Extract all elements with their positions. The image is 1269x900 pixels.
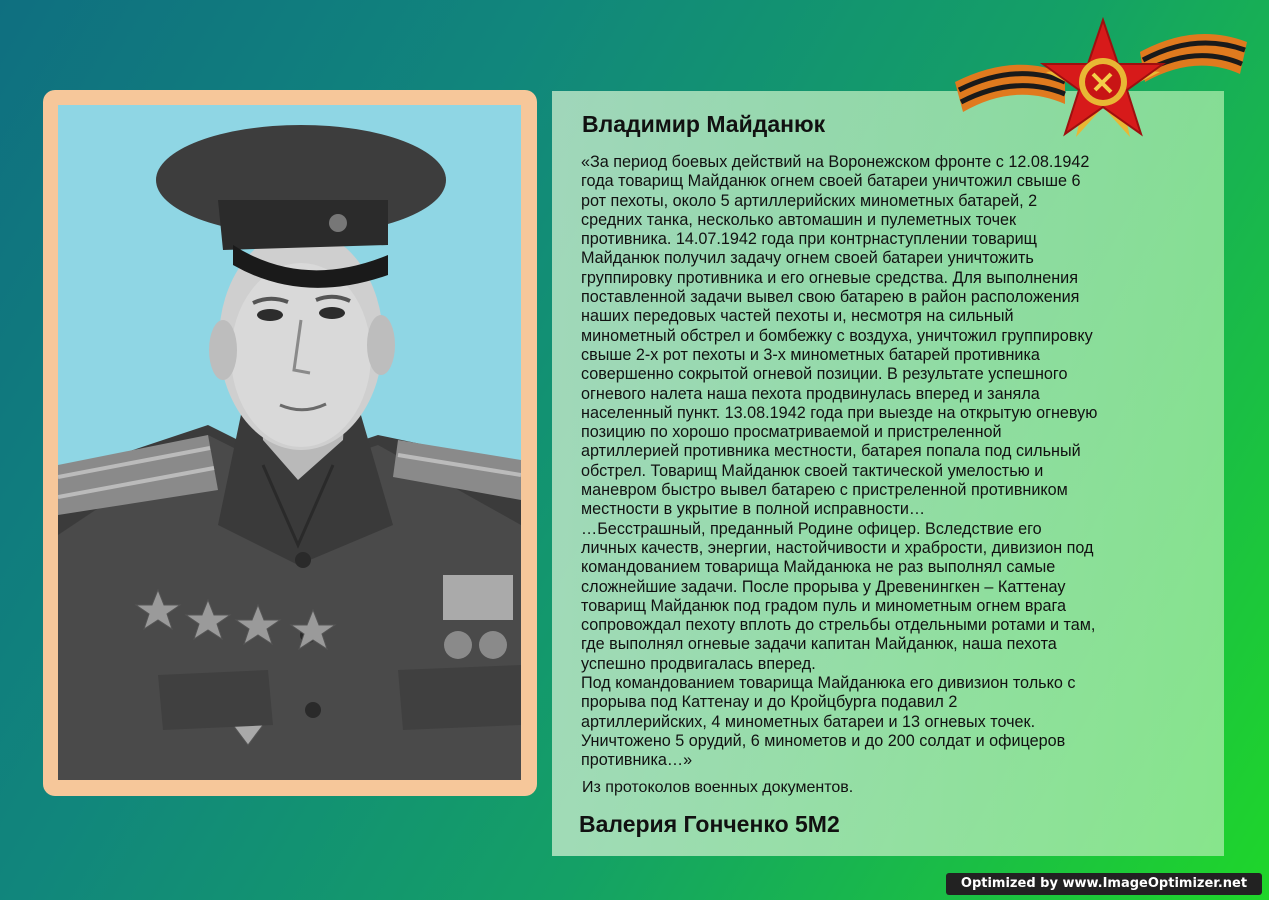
quote-line: артиллерией противника местности, батарея попала под сильный bbox=[581, 442, 1081, 461]
hero-name: Владимир Майданюк bbox=[582, 111, 826, 137]
quote-line: минометный обстрел и бомбежку с воздуха, уничтожил группировку bbox=[581, 326, 1093, 345]
portrait-photo bbox=[58, 105, 521, 780]
quote-line: позицию по хорошо просматриваемой и пристреленной bbox=[581, 423, 1002, 442]
quote-line: группировку противника и его огневые средства. Для выполнения bbox=[581, 268, 1078, 287]
author-name: Валерия Гонченко 5М2 bbox=[579, 811, 840, 837]
watermark-badge: Optimized by www.ImageOptimizer.net bbox=[946, 873, 1262, 895]
quote-line: наших передовых частей пехоты и, несмотря на сильный bbox=[581, 307, 1014, 326]
quote-line: сложнейшие задачи. После прорыва у Древенингкен – Каттенау bbox=[581, 577, 1066, 596]
quote-line: огневого налета наша пехота продвинулась вперед и заняла bbox=[581, 384, 1040, 403]
quote-line: личных качеств, энергии, настойчивости и храбрости, дивизион под bbox=[581, 538, 1094, 557]
quote-line: рот пехоты, около 5 артиллерийских минометных батарей, 2 bbox=[581, 191, 1038, 210]
quote-line: свыше 2-х рот пехоты и 3-х минометных батарей противника bbox=[581, 345, 1040, 364]
quote-line: населенный пункт. 13.08.1942 года при выезде на открытую огневую bbox=[581, 403, 1098, 422]
source-note: Из протоколов военных документов. bbox=[582, 779, 854, 796]
quote-line: командованием товарища Майданюка не раз выполнял самые bbox=[581, 558, 1056, 577]
quote-line: года товарищ Майданюк огнем своей батареи уничтожил свыше 6 bbox=[581, 172, 1081, 191]
quote-line: поставленной задачи вывел свою батарею в район расположения bbox=[581, 288, 1080, 307]
quote-line: артиллерийских, 4 минометных батареи и 13 огневых точек. bbox=[581, 712, 1036, 731]
quote-line: прорыва под Каттенау и до Кройцбурга подавил 2 bbox=[581, 693, 958, 712]
quote-line: маневром быстро вывел батарею с пристреленной противником bbox=[581, 481, 1068, 500]
quote-line: товарищ Майданюк под градом пуль и минометным огнем врага bbox=[581, 596, 1067, 615]
quote-line: обстрел. Товарищ Майданюк своей тактической умелостью и bbox=[581, 461, 1044, 480]
quote-line: местности в укрытие в полной исправности… bbox=[581, 500, 926, 519]
quote-text bbox=[581, 153, 1211, 771]
quote-line: совершенно сокрытой огневой позиции. В результате успешного bbox=[581, 365, 1068, 384]
quote-line: средних танка, несколько автомашин и пулеметных точек bbox=[581, 210, 1017, 229]
quote-line: «За период боевых действий на Воронежском фронте с 12.08.1942 bbox=[581, 153, 1090, 171]
quote-line: где выполнял огневые задачи капитан Майданюк, наша пехота bbox=[581, 635, 1057, 654]
quote-line: противника…» bbox=[581, 751, 693, 770]
quote-line: Уничтожено 5 орудий, 6 минометов и до 200 солдат и офицеров bbox=[581, 731, 1066, 750]
quote-line: противника. 14.07.1942 года при контрнаступлении товарищ bbox=[581, 230, 1037, 249]
order-of-patriotic-war-star-icon bbox=[955, 12, 1250, 147]
soldier-portrait-image bbox=[58, 105, 521, 780]
biography-panel bbox=[552, 91, 1224, 856]
quote-line: Под командованием товарища Майданюка его дивизион только с bbox=[581, 674, 1076, 693]
quote-line: успешно продвигалась вперед. bbox=[581, 654, 816, 673]
quote-line: Майданюк получил задачу огнем своей батареи уничтожить bbox=[581, 249, 1034, 268]
quote-line: …Бесстрашный, преданный Родине офицер. Вследствие его bbox=[581, 519, 1042, 538]
portrait-frame bbox=[43, 90, 537, 796]
quote-line: сопровождал пехоту вплоть до стрельбы отдельными ротами и там, bbox=[581, 616, 1096, 635]
